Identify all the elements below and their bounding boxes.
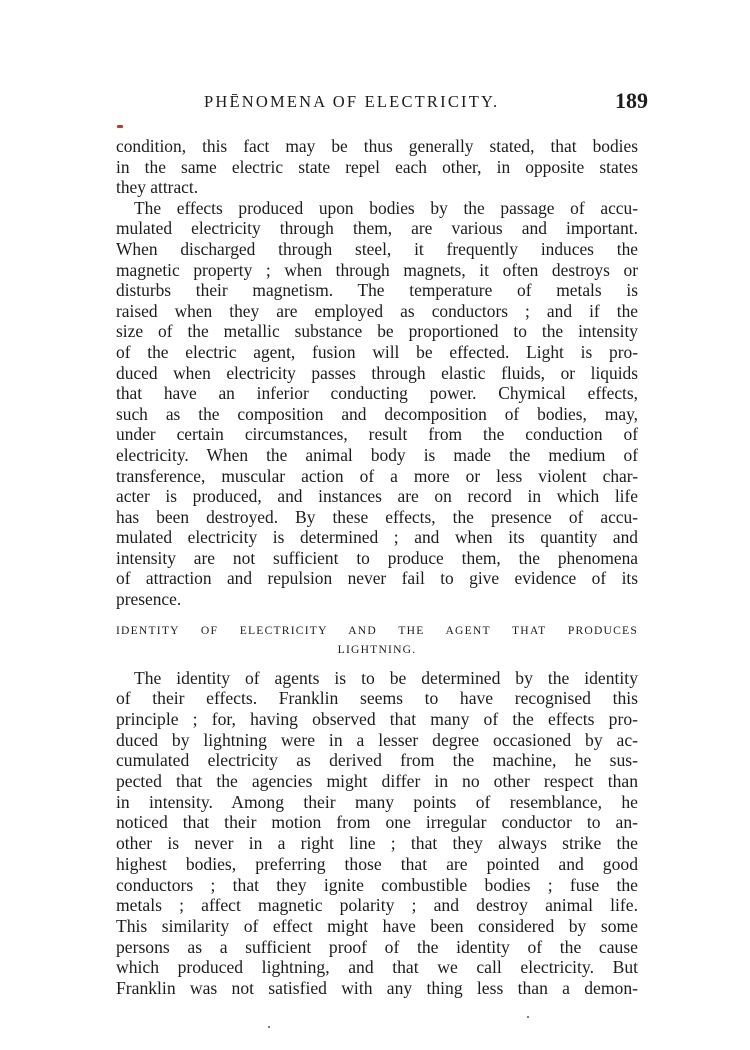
paper-speck [268, 1026, 270, 1028]
text-line: cumulated electricity as derived from the machine, he sus- [116, 750, 638, 771]
text-line: acter is produced, and instances are on record in which life [116, 486, 638, 507]
paragraph-identity [116, 668, 638, 999]
running-title: PHĒNOMENA OF ELECTRICITY. [204, 92, 500, 111]
paragraph-effects [116, 198, 638, 610]
paragraph-continuation [116, 136, 638, 198]
text-line: electricity. When the animal body is made the medium of [116, 444, 638, 465]
text-line: they attract. [116, 177, 199, 198]
text-line: duced by lightning were in a lesser degree occasioned by ac- [116, 729, 638, 750]
text-line: pected that the agencies might differ in no other respect than [116, 771, 638, 792]
section-heading-line: LIGHTNING. [337, 642, 417, 656]
text-line: of their effects. Franklin seems to have recognised this [116, 688, 638, 709]
text-line: mulated electricity through them, are various and important. [116, 218, 638, 239]
text-line: intensity are not sufficient to produce them, the phenomena [116, 547, 638, 568]
text-line: raised when they are employed as conductors ; and if the [116, 300, 638, 321]
body-text [116, 136, 638, 999]
text-line: magnetic property ; when through magnets, it often destroys or [116, 259, 638, 280]
text-line: has been destroyed. By these effects, the presence of accu- [116, 506, 638, 527]
text-line: metals ; affect magnetic polarity ; and destroy animal life. [116, 895, 638, 916]
text-line: condition, this fact may be thus generally stated, that bodies [116, 136, 638, 156]
text-line: in the same electric state repel each other, in opposite states [116, 156, 638, 177]
text-line: persons as a sufficient proof of the identity of the cause [116, 936, 638, 957]
text-line: duced when electricity passes through elastic fluids, or liquids [116, 362, 638, 383]
text-line: The identity of agents is to be determined by the identity [134, 667, 638, 688]
text-line: size of the metallic substance be proportioned to the intensity [116, 321, 638, 342]
running-head [112, 88, 652, 118]
text-line: under certain circumstances, result from the conduction of [116, 424, 638, 445]
text-line: Franklin was not satisfied with any thing less than a demon- [116, 977, 638, 998]
text-line: other is never in a right line ; that they always strike the [116, 833, 638, 854]
text-line: highest bodies, preferring those that are pointed and good [116, 853, 638, 874]
text-line: transference, muscular action of a more or less violent char- [116, 465, 638, 486]
section-heading [116, 621, 638, 659]
text-line: of attraction and repulsion never fail to give evidence of its [116, 568, 638, 589]
text-line: This similarity of effect might have been considered by some [116, 915, 638, 936]
text-line: mulated electricity is determined ; and when its quantity and [116, 527, 638, 548]
section-heading-line: IDENTITY OF ELECTRICITY AND THE AGENT THAT PRODUCES [116, 623, 638, 637]
text-line: conductors ; that they ignite combustible bodies ; fuse the [116, 874, 638, 895]
text-line: presence. [116, 589, 182, 610]
text-line: The effects produced upon bodies by the passage of accu- [134, 197, 638, 218]
text-line: principle ; for, having observed that many of the effects pro- [116, 709, 638, 730]
text-line: which produced lightning, and that we call electricity. But [116, 957, 638, 978]
page-number: 189 [615, 88, 648, 113]
text-line: of the electric agent, fusion will be effected. Light is pro- [116, 341, 638, 362]
paper-speck [527, 1016, 529, 1018]
text-line: that have an inferior conducting power. Chymical effects, [116, 383, 638, 404]
text-line: noticed that their motion from one irregular conductor to an- [116, 812, 638, 833]
text-line: When discharged through steel, it frequently induces the [116, 238, 638, 259]
text-line: such as the composition and decomposition of bodies, may, [116, 403, 638, 424]
text-line: disturbs their magnetism. The temperature of metals is [116, 280, 638, 301]
text-line: in intensity. Among their many points of resemblance, he [116, 791, 638, 812]
ink-smudge [117, 125, 123, 128]
